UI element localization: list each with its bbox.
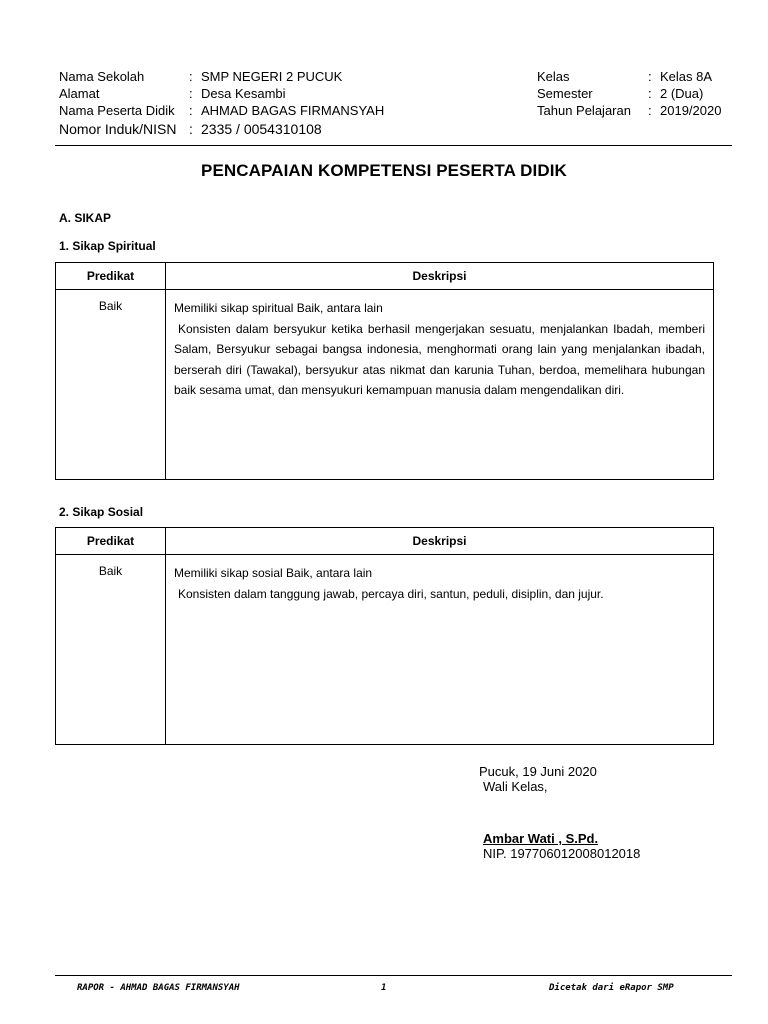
signer-nip: NIP. 197706012008012018 [483,846,641,861]
school-name-value: SMP NEGERI 2 PUCUK [201,69,343,84]
footer-printed-by: Dicetak dari eRapor SMP [549,983,674,993]
colon: : [648,69,652,84]
social-description: Konsisten dalam tanggung jawab, percaya diri, santun, peduli, disiplin, dan jujur. [178,586,604,601]
school-name-row [59,68,384,85]
page-title: PENCAPAIAN KOMPETENSI PESERTA DIDIK [201,161,567,180]
school-name-label: Nama Sekolah [59,69,145,84]
nisn-row [59,119,384,139]
colon: : [189,103,193,118]
student-info-right [537,68,721,119]
colon: : [648,86,652,101]
colon: : [189,69,193,84]
school-year-row [537,102,721,119]
address-row [59,85,384,102]
footer-report-name: RAPOR - AHMAD BAGAS FIRMANSYAH [77,983,240,993]
social-description-cell [166,555,714,745]
student-name-value: AHMAD BAGAS FIRMANSYAH [201,103,385,118]
social-table [55,527,714,745]
spiritual-description-cell [166,290,714,480]
signature-block [479,764,640,861]
footer-divider [55,975,732,976]
spiritual-description: Konsisten dalam bersyukur ketika berhasil mengerjakan sesuatu, menjalankan Ibadah, memberi Salam, Bersyukur sebagai bangsa indonesia, menghormati orang lain yang menjalankan ibadah, berserah diri (Tawakal), bersyukur atas nikmat dan karunia Tuhan, berdoa, memelihara hubungan baik sesama umat, dan mensyukuri kemampuan manusia dalam mengendalikan diri. [174,321,705,398]
footer-page-number: 1 [381,983,387,993]
address-value: Desa Kesambi [201,86,286,101]
class-row [537,68,721,85]
colon: : [189,86,193,101]
signer-name: Ambar Wati , S.Pd. [483,831,599,846]
social-predikat-value: Baik [56,555,166,745]
spiritual-intro: Memiliki sikap spiritual Baik, antara lain [174,301,383,315]
address-label: Alamat [59,86,100,101]
student-info-left [59,68,384,139]
semester-label: Semester [537,86,593,101]
student-name-row [59,102,384,119]
header-divider [55,145,732,146]
school-year-label: Tahun Pelajaran [537,103,631,118]
school-year-value: 2019/2020 [660,103,722,118]
nisn-value: 2335 / 0054310108 [201,121,322,137]
colon: : [648,103,652,118]
spiritual-col-deskripsi: Deskripsi [166,263,714,290]
semester-value: 2 (Dua) [660,86,704,101]
social-intro: Memiliki sikap sosial Baik, antara lain [174,566,373,580]
spiritual-col-predikat: Predikat [56,263,166,290]
semester-row [537,85,721,102]
place-date: Pucuk, 19 Juni 2020 [479,764,597,779]
signer-role: Wali Kelas, [483,779,548,794]
spiritual-table [55,262,714,480]
spiritual-predikat-value: Baik [56,290,166,480]
class-value: Kelas 8A [660,69,713,84]
section-a-heading: A. SIKAP [59,211,112,225]
spiritual-heading: 1. Sikap Spiritual [59,239,156,253]
student-name-label: Nama Peserta Didik [59,103,175,118]
class-label: Kelas [537,69,570,84]
social-heading: 2. Sikap Sosial [59,505,144,519]
colon: : [189,121,193,137]
nisn-label: Nomor Induk/NISN [59,121,177,137]
social-col-predikat: Predikat [56,528,166,555]
social-col-deskripsi: Deskripsi [166,528,714,555]
